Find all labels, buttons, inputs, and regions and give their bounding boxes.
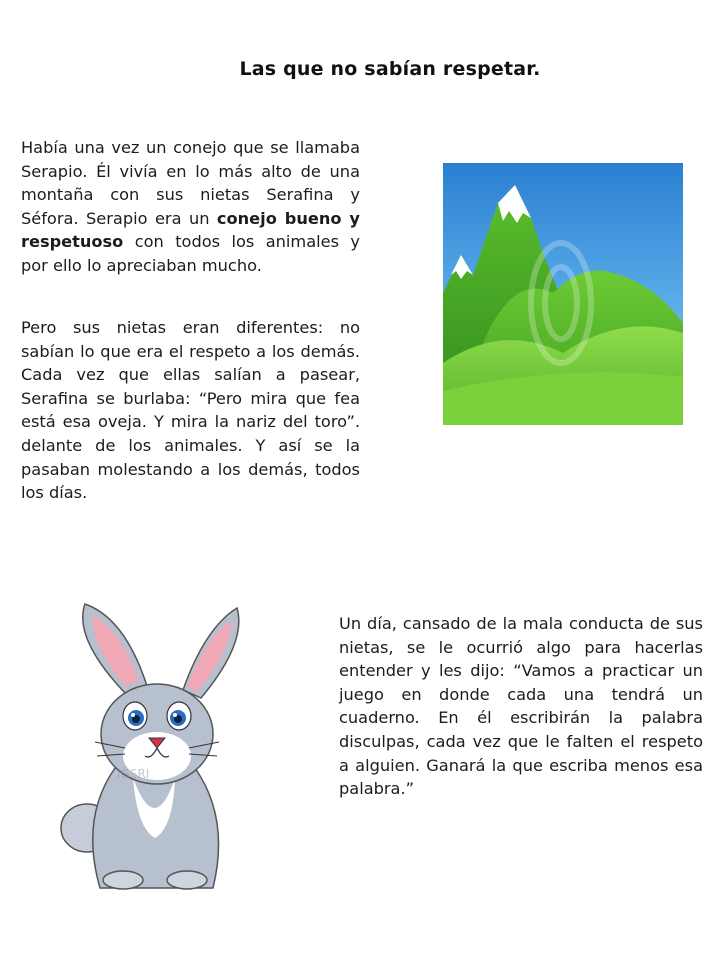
page-title: Las que no sabían respetar. <box>239 58 541 80</box>
svg-text:IGSRI: IGSRI <box>117 767 150 781</box>
paragraph-intro-bold-text: conejo bueno y respetuoso <box>21 208 360 252</box>
paragraph-game: Un día, cansado de la mala conducta de sus nietas, se le ocurrió algo para hacerlas entender y les dijo: “Vamos a practicar un juego en donde cada una tendrá un cuaderno. En él escribirán la palabra disculpas, cada vez que le falten el respeto a alguien. Ganará la que escriba menos esa palabra.” <box>339 614 703 799</box>
rabbit-illustration <box>55 598 255 890</box>
paragraph-intro <box>21 136 360 278</box>
paragraph-intro-text-end: con todos los animales y por ello lo apreciaban mucho. <box>21 232 360 275</box>
paragraph-intro-text-start: Había una vez un conejo que se llamaba Serapio. Él vivía en lo más alto de una montaña con sus nietas Serafina y Séfora. Serapio era un <box>21 138 360 228</box>
mountain-illustration <box>443 163 683 425</box>
paragraph-granddaughters: Pero sus nietas eran diferentes: no sabían lo que era el respeto a los demás. Cada vez que ellas salían a pasear, Serafina se burlaba: “Pero mira que fea está esa oveja. Y mira la nariz del toro”. delante de los animales. Y así se la pasaban molestando a los demás, todos los días. <box>21 318 360 503</box>
